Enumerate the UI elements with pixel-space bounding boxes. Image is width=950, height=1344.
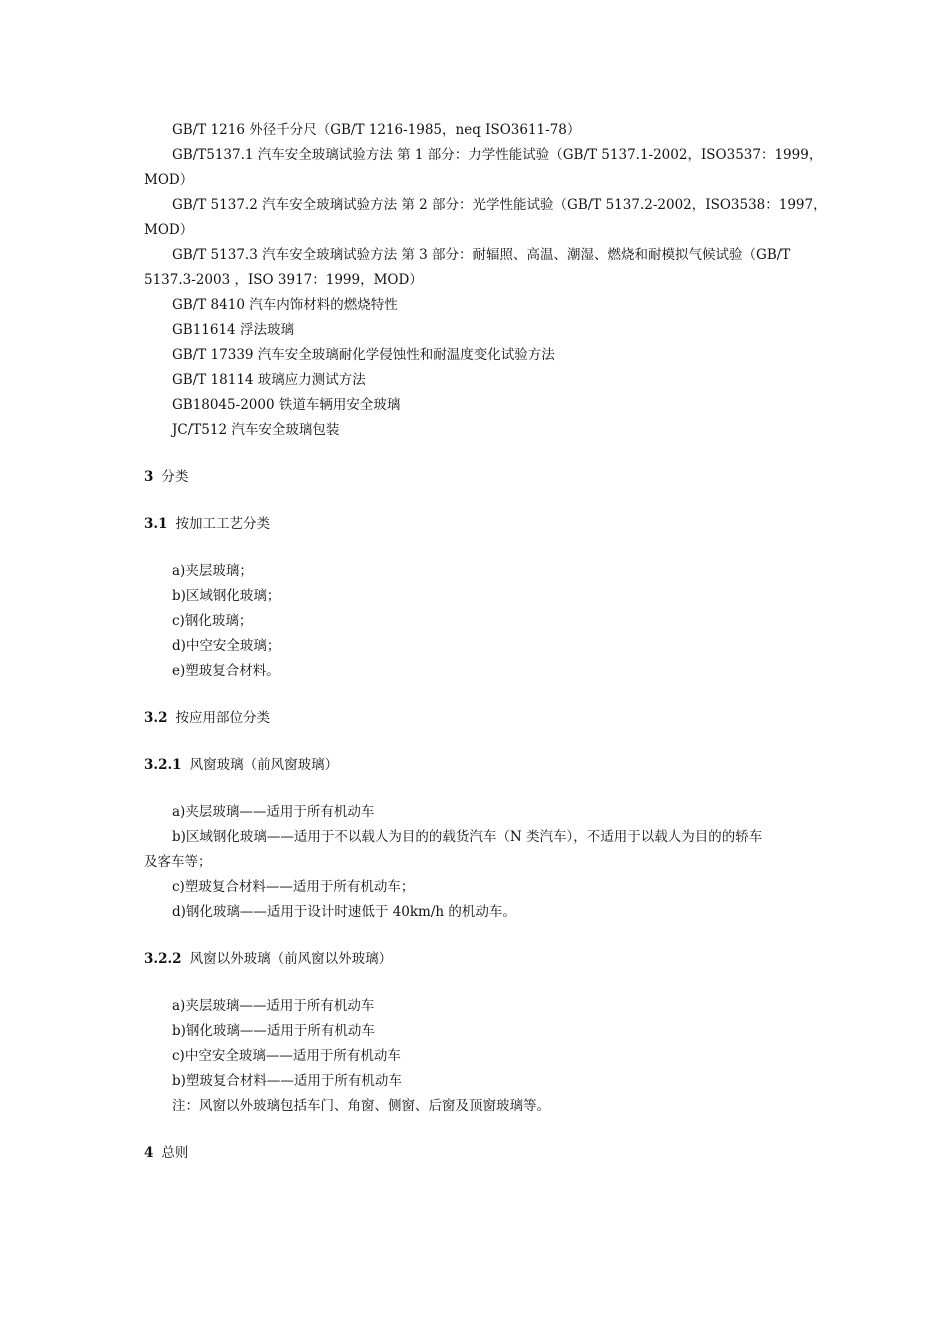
section-number: 3 (144, 469, 154, 485)
section-title: 风窗以外玻璃（前风窗以外玻璃） (189, 951, 393, 967)
list-item: b)塑玻复合材料——适用于所有机动车 (172, 1073, 402, 1089)
reference-line: GB/T 17339 汽车安全玻璃耐化学侵蚀性和耐温度变化试验方法 (172, 347, 555, 363)
list-item: c)塑玻复合材料——适用于所有机动车； (172, 879, 415, 895)
section-number: 4 (144, 1145, 154, 1161)
list-item: a)夹层玻璃； (172, 563, 253, 579)
list-item-continued: 及客车等； (144, 854, 212, 870)
reference-line-continued: MOD） (144, 172, 194, 188)
section-title: 总则 (161, 1145, 189, 1161)
list-item: a)夹层玻璃——适用于所有机动车 (172, 804, 375, 820)
section-number: 3.1 (144, 516, 168, 532)
list-item: d)中空安全玻璃； (172, 638, 281, 654)
list-item: a)夹层玻璃——适用于所有机动车 (172, 998, 375, 1014)
section-heading-4 (144, 1144, 188, 1162)
section-heading-3-2-2 (144, 950, 392, 968)
list-item: e)塑玻复合材料。 (172, 663, 280, 679)
reference-line-continued: MOD） (144, 222, 194, 238)
section-number: 3.2.1 (144, 757, 182, 773)
list-item: c)中空安全玻璃——适用于所有机动车 (172, 1048, 401, 1064)
reference-line: JC/T512 汽车安全玻璃包装 (172, 422, 340, 438)
reference-line: GB/T5137.1 汽车安全玻璃试验方法 第 1 部分：力学性能试验（GB/T 5137.1-2002，ISO3537：1999， (172, 147, 823, 163)
list-item: d)钢化玻璃——适用于设计时速低于 40km/h 的机动车。 (172, 904, 516, 920)
section-title: 按加工工艺分类 (175, 516, 270, 532)
reference-line: GB11614 浮法玻璃 (172, 322, 294, 338)
reference-line: GB/T 18114 玻璃应力测试方法 (172, 372, 366, 388)
reference-line: GB/T 5137.2 汽车安全玻璃试验方法 第 2 部分：光学性能试验（GB/T 5137.2-2002，ISO3538：1997， (172, 197, 827, 213)
section-number: 3.2.2 (144, 951, 182, 967)
section-title: 风窗玻璃（前风窗玻璃） (189, 757, 339, 773)
reference-line: GB/T 1216 外径千分尺（GB/T 1216-1985，neq ISO3611-78） (172, 122, 581, 138)
reference-line-continued: 5137.3-2003 ，ISO 3917：1999，MOD） (144, 272, 423, 288)
section-heading-3 (144, 468, 188, 486)
reference-line: GB/T 8410 汽车内饰材料的燃烧特性 (172, 297, 398, 313)
section-number: 3.2 (144, 710, 168, 726)
section-title: 按应用部位分类 (175, 710, 270, 726)
list-item: b)区域钢化玻璃； (172, 588, 281, 604)
list-item: c)钢化玻璃； (172, 613, 253, 629)
list-item: b)区域钢化玻璃——适用于不以载人为目的的载货汽车（N 类汽车），不适用于以载人为目的的轿车 (172, 829, 763, 845)
list-item: b)钢化玻璃——适用于所有机动车 (172, 1023, 375, 1039)
reference-line: GB18045-2000 铁道车辆用安全玻璃 (172, 397, 401, 413)
section-title: 分类 (161, 469, 189, 485)
section-heading-3-2-1 (144, 756, 338, 774)
section-heading-3-1 (144, 515, 270, 533)
section-heading-3-2 (144, 709, 270, 727)
note: 注：风窗以外玻璃包括车门、角窗、侧窗、后窗及顶窗玻璃等。 (172, 1098, 550, 1114)
reference-line: GB/T 5137.3 汽车安全玻璃试验方法 第 3 部分：耐辐照、高温、潮湿、燃烧和耐模拟气候试验（GB/T (172, 247, 791, 263)
